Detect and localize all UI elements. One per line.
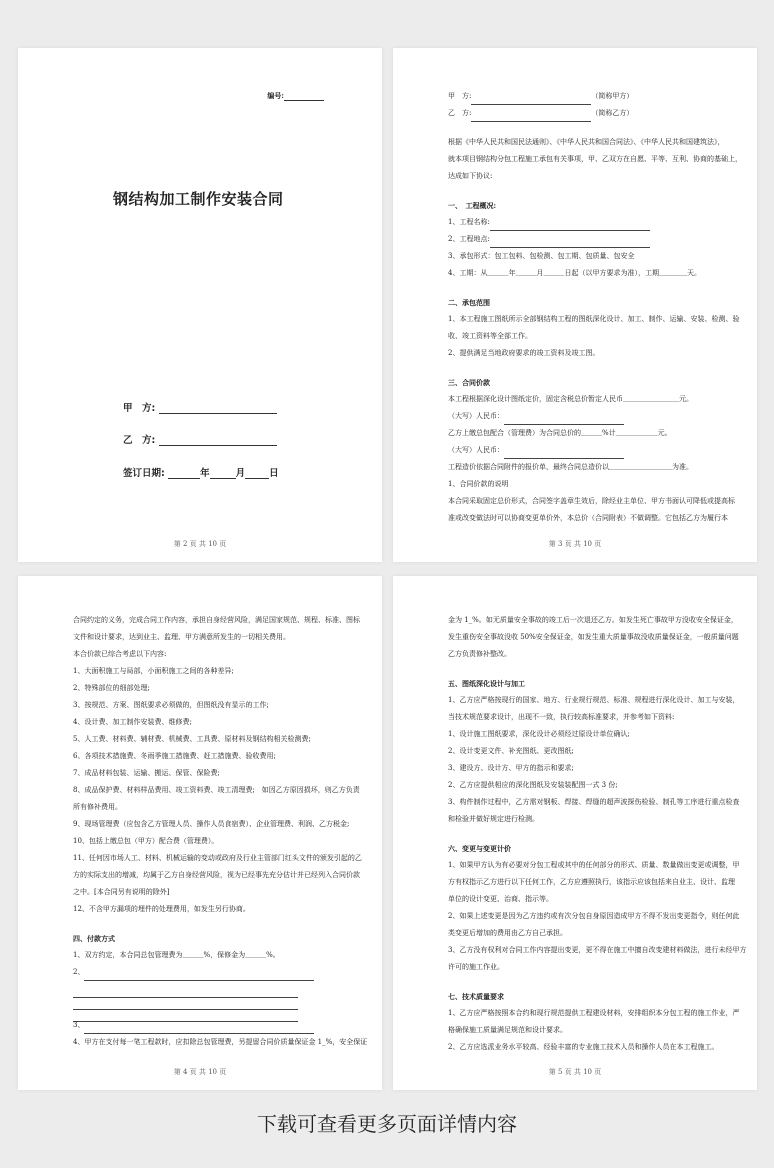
text-line: 发生重伤安全事故没收 50%安全保证金，如发生重大质量事故没收质量保证金，一般质量问题 <box>448 633 739 641</box>
text-line: 10、包括上缴总包（甲方）配合费（管理费）。 <box>73 837 219 845</box>
text-line: 3、建设方、设计方、甲方的指示和要求; <box>448 764 574 772</box>
text-line: 乙方上缴总包配合（管理费）为合同总价的＿＿＿%计＿＿＿＿＿＿元。 <box>448 429 672 437</box>
text-line: 方的实际支出的增减，均属于乙方自身经营风险，视为已经事先充分估计并已经列入合同价款 <box>73 871 360 879</box>
page-footer: 第 2 页 共 10 页 <box>173 540 227 548</box>
blank-line <box>73 918 328 930</box>
text-line: 单位的设计变更、治商、指示等。 <box>448 895 553 903</box>
contract-page-4 <box>18 576 382 1090</box>
section-heading: 四、付款方式 <box>73 934 115 943</box>
text-line: 1、乙方应严格按现行的国家、地方、行业规行规范、标准、规程进行深化设计、加工与安装， <box>448 696 740 704</box>
text-line: 方有权指示乙方进行以下任何工作，乙方应遵照执行，该指示应该包括来自业主、设计、监理 <box>448 878 735 886</box>
text-line: 2、乙方应提供相应的深化图纸及安装装配图一式 3 份; <box>448 781 618 789</box>
text-line: 6、各项技术措施费、冬雨季施工措施费、赶工措施费、验收费用; <box>73 752 276 760</box>
text-line: 格确保施工质量满足规范和设计要求。 <box>448 1026 567 1034</box>
text-line: 就本项目钢结构分包工程施工承包有关事项，甲、乙双方在自愿、平等、互利、协商的基础上， <box>448 155 742 163</box>
text-line: （大写）人民币： <box>448 408 703 425</box>
text-line: 甲 方: （简称甲方） <box>448 88 703 105</box>
party-a-blank <box>159 404 277 414</box>
text-line: 当技术规范要求设计，出现不一致，执行较高标准要求，并参考如下资料: <box>448 713 675 721</box>
page-5-body <box>448 612 747 1056</box>
text-line: 所有修补费用。 <box>73 803 122 811</box>
section-heading: 一、 工程概况: <box>448 201 497 210</box>
text-line: 1、双方约定，本合同总包管理费为＿＿＿%，保修金为＿＿＿%。 <box>73 951 280 959</box>
text-line: 2、特殊部位的细部处理; <box>73 684 150 692</box>
page-footer: 第 5 页 共 10 页 <box>548 1068 602 1076</box>
text-line: 1、工程名称: <box>448 214 703 231</box>
year-blank <box>168 469 200 479</box>
page-3-body <box>448 88 742 527</box>
text-line: 乙方负责修补整改。 <box>448 650 511 658</box>
text-line: 本合价款已综合考虑以下内容: <box>73 650 167 658</box>
section-heading: 三、合同价款 <box>448 378 490 387</box>
text-line: （大写）人民币： <box>448 442 703 459</box>
text-line: 2、如果上述变更是因为乙方违约或有次分包自身原因造成甲方不得不发出变更指令，则任何此 <box>448 912 740 920</box>
text-line: 1、乙方应严格按照本合约和现行规范提供工程建设材料，安排组织本分包工程的施工作业，严 <box>448 1009 740 1017</box>
sign-date-label: 签订日期: <box>123 468 165 479</box>
section-heading: 六、变更与变更计价 <box>448 844 511 853</box>
text-line: 8、成品保护费、材料样品费用、竣工资料费、竣工清理费; 如因乙方原因损坏，则乙方负责 <box>73 786 360 794</box>
party-a-field <box>123 400 277 414</box>
blank-line <box>448 976 703 988</box>
text-line: 4、工期：从＿＿＿年＿＿＿月＿＿＿日起（以甲方要求为准），工期＿＿＿＿天。 <box>448 269 701 277</box>
sign-date-field <box>123 465 279 479</box>
blank-line <box>448 185 703 197</box>
fill-blank <box>84 972 314 981</box>
text-line: 3、按规范、方案、图纸要求必须做的，但图纸没有显示的工作; <box>73 701 269 709</box>
text-line: 1、如果甲方认为有必要对分包工程或其中的任何部分的形式、质量、数量做出变更或调整，甲 <box>448 861 740 869</box>
blank-line <box>448 828 703 840</box>
text-line: 4、甲方在支付每一笔工程款时，应扣除总包管理费，另提留合同价质量保证金 1_%，安全保证 <box>73 1038 368 1046</box>
text-line: 工程造价依据合同附件的报价单，最终合同总造价以＿＿＿＿＿＿＿＿＿为准。 <box>448 463 693 471</box>
text-line: 12、不含甲方漏项的埋件的处理费用，如发生另行协商。 <box>73 905 250 913</box>
text-line: 1、设计施工图纸要求，深化设计必须经过原设计单位确认; <box>448 730 630 738</box>
text-line: 和检验并做好规定进行检测。 <box>448 815 539 823</box>
text-line: 2、设计变更文件、补充图纸、更改图纸; <box>448 747 574 755</box>
blank-line <box>448 282 703 294</box>
blank-line <box>73 993 328 1005</box>
text-line: 根据《中华人民共和国民法通则》、《中华人民共和国合同法》、《中华人民共和国建筑法》， <box>448 138 725 146</box>
fill-blank <box>504 416 624 425</box>
text-line: 5、人工费、材料费、辅材费、机械费、工具费、原材料及钢结构相关检测费; <box>73 735 311 743</box>
month-label: 月 <box>235 468 246 479</box>
text-line: 收、竣工资料等全部工作。 <box>448 332 532 340</box>
section-heading: 五、图纸深化设计与加工 <box>448 679 525 688</box>
text-line: 3、承包形式：包工包料、包检测、包工期、包质量、包安全 <box>448 252 635 260</box>
blank-line <box>73 981 328 993</box>
text-line: 乙 方: （简称乙方） <box>448 105 703 122</box>
month-blank <box>210 469 236 479</box>
text-line: 之中。[本合同另有说明的除外] <box>73 888 170 896</box>
fill-blank <box>490 222 650 231</box>
text-line: 文件和设计要求，达到业主、监理、甲方满意所发生的一切相关费用。 <box>73 633 290 641</box>
party-suffix: （简称乙方） <box>591 109 634 117</box>
text-line: 本合同采取固定总价形式，合同签字盖章生效后，除经业主单位、甲方书面认可降低或提高标 <box>448 497 735 505</box>
text-line: 许可的施工作业。 <box>448 963 504 971</box>
party-suffix: （简称甲方） <box>591 92 634 100</box>
text-line: 准或改变做法时可以协商变更单价外，本总价（合同附表）不做调整。它包括乙方为履行本 <box>448 514 728 522</box>
section-heading: 七、技术质量要求 <box>448 992 504 1001</box>
download-caption: 下载可查看更多页面详情内容 <box>257 1112 517 1136</box>
text-line: 类变更后增加的费用由乙方自己承担。 <box>448 929 567 937</box>
contract-page-3 <box>393 48 757 562</box>
text-line: 9、现场管理费（应包含乙方管理人员、操作人员食宿费）、企业管理费、利润、乙方税金; <box>73 820 350 828</box>
text-line: 4、设计费、加工制作安装费、维修费; <box>73 718 192 726</box>
text-line: 2、 <box>73 964 328 981</box>
blank-line <box>73 1005 328 1017</box>
day-blank <box>245 469 269 479</box>
party-b-blank <box>159 436 277 446</box>
text-line: 金为 1_%。如无质量安全事故的竣工后一次退还乙方。如发生死亡事故甲方没收安全保证金， <box>448 616 738 624</box>
fill-blank <box>84 1025 314 1034</box>
contract-page-5 <box>393 576 757 1090</box>
text-line: 1、本工程施工图纸所示全部钢结构工程的图纸深化设计、加工、制作、运输、安装、检测、验 <box>448 315 740 323</box>
fill-blank <box>504 450 624 459</box>
section-heading: 二、承包范围 <box>448 298 490 307</box>
party-b-label: 乙 方: <box>123 435 156 446</box>
contract-title: 钢结构加工制作安装合同 <box>113 190 284 208</box>
contract-cover-page <box>18 48 382 562</box>
page-footer: 第 4 页 共 10 页 <box>173 1068 227 1076</box>
day-label: 日 <box>269 468 279 479</box>
fill-blank <box>471 96 591 105</box>
text-line: 1、大面积施工与局部，小面积施工之间的各种差异; <box>73 667 234 675</box>
contract-number <box>267 91 324 101</box>
page-footer: 第 3 页 共 10 页 <box>548 540 602 548</box>
text-line: 7、成品材料包装、运输、搬运、保管、保险费; <box>73 769 220 777</box>
blank-line <box>448 663 703 675</box>
contract-number-blank <box>284 100 324 101</box>
text-line: 合同约定的义务，完成合同工作内容，承担自身经营风险，满足国家规范、规程、标准、图标 <box>73 616 360 624</box>
blank-line <box>448 362 703 374</box>
text-line: 3、乙方没有权利对合同工作内容提出变更，更不得在施工中擅自改变建材料做法，进行未经甲方 <box>448 946 747 954</box>
text-line: 2、工程地点: <box>448 231 703 248</box>
text-line: 3、 <box>73 1017 328 1034</box>
text-line: 1、合同价款的说明 <box>448 480 509 488</box>
page-4-body <box>73 612 368 1051</box>
text-line: 3、构件制作过程中，乙方需对钢板、焊接、焊缝的超声波探伤检验、制孔等工序进行重点检查 <box>448 798 740 806</box>
party-a-label: 甲 方: <box>123 403 156 414</box>
text-line: 11、任何因市场人工、材料、机械运输的变动或政府及行业主管部门红头文件的颁发引起的乙 <box>73 854 362 862</box>
party-b-field <box>123 432 277 446</box>
contract-number-label: 编号: <box>267 91 284 100</box>
fill-blank <box>471 113 591 122</box>
text-line: 本工程根据深化设计图纸定价，固定含税总价暂定人民币＿＿＿＿＿＿＿＿元。 <box>448 395 693 403</box>
text-line: 达成如下协议: <box>448 172 493 180</box>
year-label: 年 <box>200 468 210 479</box>
text-line: 2、提供满足当地政府要求的竣工资料及竣工图。 <box>448 349 600 357</box>
text-line: 2、乙方应选派业务水平较高、经验丰富的专业施工技术人员和操作人员在本工程施工。 <box>448 1043 719 1051</box>
fill-blank <box>490 239 650 248</box>
blank-line <box>448 122 703 134</box>
